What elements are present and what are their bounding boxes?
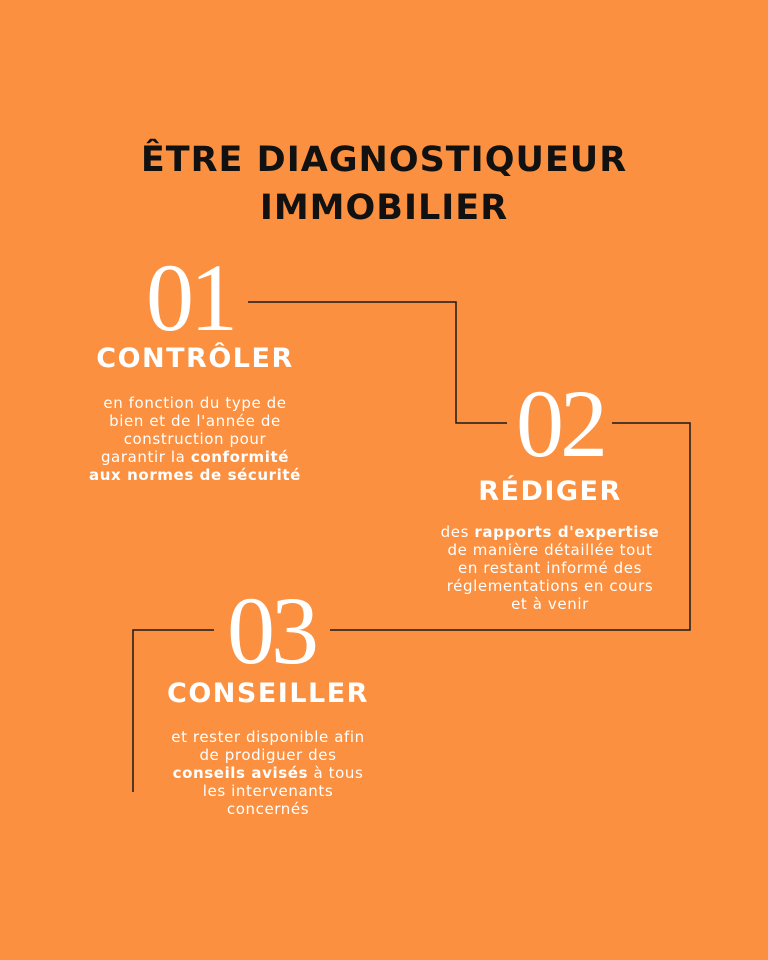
desc-highlight: conformité (190, 448, 290, 466)
desc-line (400, 523, 700, 541)
desc-line: et à venir (511, 595, 589, 613)
step-number-02: 02 (516, 370, 604, 477)
desc-text: à tous (308, 764, 364, 782)
page-title (0, 136, 768, 232)
step-description-conseiller (118, 728, 418, 818)
page-title-line-1: ÊTRE DIAGNOSTIQUEUR (140, 140, 628, 180)
desc-line (45, 466, 345, 484)
desc-line: de manière détaillée tout (447, 541, 653, 559)
desc-line: les intervenants (202, 782, 334, 800)
desc-line: et rester disponible afin (171, 728, 365, 746)
desc-highlight: conseils avisés (172, 764, 309, 782)
desc-line: réglementations en cours (446, 577, 654, 595)
desc-line: construction pour (123, 430, 267, 448)
desc-line: en restant informé des (457, 559, 643, 577)
desc-highlight: rapports d'expertise (474, 523, 660, 541)
desc-line: de prodiguer des (199, 746, 337, 764)
desc-line: en fonction du type de (103, 394, 287, 412)
desc-highlight: aux normes de sécurité (89, 466, 301, 484)
desc-line: concernés (226, 800, 310, 818)
step-heading-rediger: RÉDIGER (478, 476, 622, 507)
desc-line (118, 764, 418, 782)
step-heading-controler: CONTRÔLER (96, 343, 294, 374)
step-number-03: 03 (227, 577, 315, 684)
desc-line: bien et de l'année de (109, 412, 281, 430)
desc-text: garantir la (100, 448, 191, 466)
step-heading-conseiller: CONSEILLER (167, 678, 369, 709)
step-number-01: 01 (146, 244, 234, 351)
step-description-controler (45, 394, 345, 484)
desc-text: des (440, 523, 475, 541)
step-description-rediger (400, 523, 700, 613)
desc-line (45, 448, 345, 466)
page-title-line-2: IMMOBILIER (259, 188, 509, 228)
